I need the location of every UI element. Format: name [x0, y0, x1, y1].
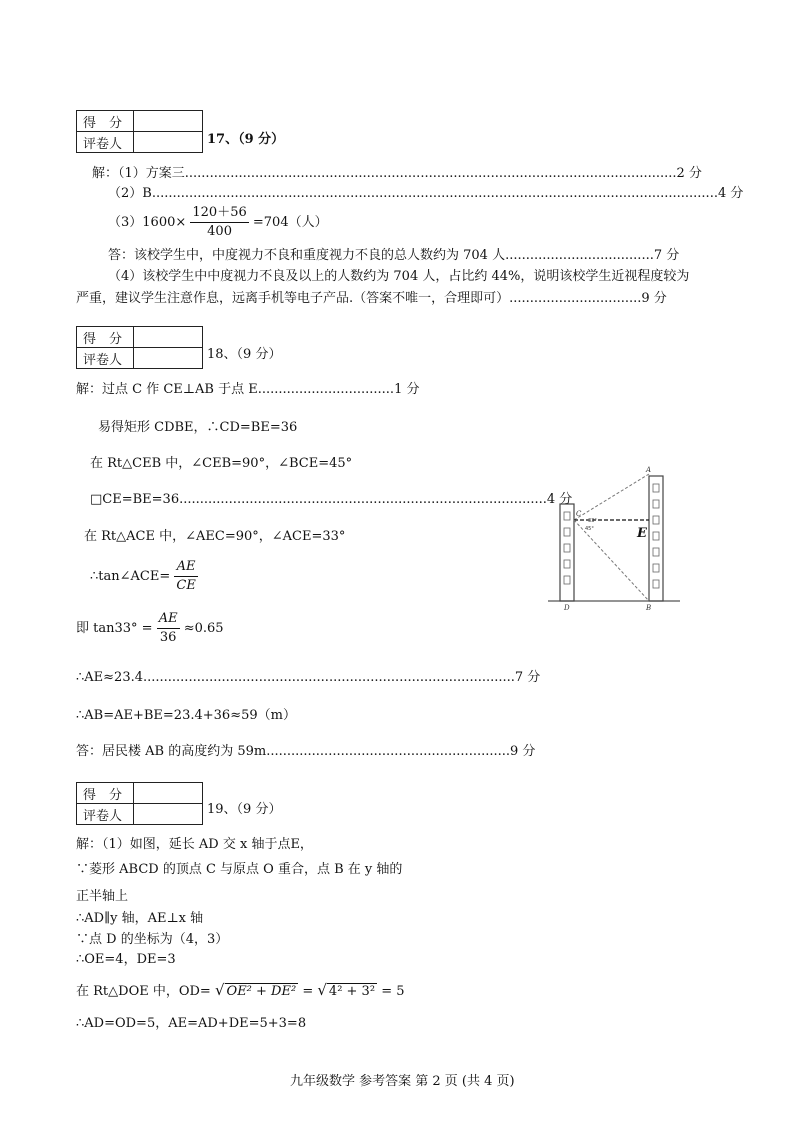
q17-calc	[108, 204, 328, 241]
q17-line-3: 答：该校学生中，中度视力不良和重度视力不良的总人数约为 704 人....................................7 分	[108, 248, 680, 263]
label-A: A	[646, 466, 652, 474]
q19-od-expr2: 4² + 3²	[328, 984, 376, 999]
q18-tan33-line	[76, 610, 224, 647]
q18-tan33-denominator: 36	[159, 630, 177, 645]
q19-score-table	[76, 782, 203, 825]
grader-cell	[134, 348, 203, 369]
q18-line-1: 解：过点 C 作 CE⊥AB 于点 E.................................1 分	[76, 382, 420, 397]
q19-line-1: 解：（1）如图，延长 AD 交 x 轴于点E，	[76, 837, 313, 852]
q19-line-5: ∵点 D 的坐标为（4，3）	[76, 932, 229, 947]
q18-line-3: 在 Rt△CEB 中，∠CEB=90°，∠BCE=45°	[90, 456, 353, 471]
q18-tan-fraction	[174, 558, 197, 595]
score-label: 得 分	[77, 783, 134, 804]
label-D: D	[564, 604, 570, 612]
page-footer: 九年级数学 参考答案 第 2 页 (共 4 页)	[290, 1074, 515, 1089]
label-angle-45: 45°	[585, 526, 594, 532]
building-figure	[542, 466, 682, 614]
q18-tan33-numerator: AE	[157, 610, 180, 629]
q17-score-table	[76, 110, 203, 153]
q19-heading: 19、（9 分）	[207, 802, 282, 817]
left-building	[560, 504, 574, 601]
grader-label: 评卷人	[77, 132, 134, 153]
grader-cell	[134, 132, 203, 153]
q17-line-5: 严重，建议学生注意作息，远离手机等电子产品.（答案不唯一，合理即可）................................9 分	[76, 291, 667, 306]
q18-line-4: □CE=BE=36.........................................................................................4 分	[90, 492, 573, 507]
q18-line-5: 在 Rt△ACE 中，∠AEC=90°，∠ACE=33°	[84, 529, 346, 544]
q18-tan33-prefix: 即 tan33° =	[76, 621, 153, 636]
q18-tan-line	[90, 558, 198, 595]
line-CA	[574, 474, 649, 520]
q18-score-table	[76, 326, 203, 369]
q18-line-2: 易得矩形 CDBE，∴CD=BE=36	[98, 420, 298, 435]
q17-calc-suffix: =704（人）	[252, 215, 328, 230]
q19-line-2: ∵菱形 ABCD 的顶点 C 与原点 O 重合，点 B 在 y 轴的	[76, 862, 403, 877]
right-building-windows	[653, 484, 659, 588]
q17-heading: 17、（9 分）	[207, 132, 285, 147]
right-building	[649, 476, 663, 601]
q17-calc-numerator: 120＋56	[190, 204, 248, 223]
label-E: E	[637, 526, 647, 541]
q19-od-line: 在 Rt△DOE 中，OD= √ OE² + DE² = √ 4² + 3² = 5	[76, 981, 405, 999]
left-building-windows	[564, 512, 570, 584]
q19-od-prefix: 在 Rt△DOE 中，OD=	[76, 984, 211, 999]
label-angle-33: 33°	[588, 518, 597, 524]
grader-cell	[134, 804, 203, 825]
q19-line-6: ∴OE=4，DE=3	[76, 952, 176, 967]
score-cell	[134, 111, 203, 132]
score-cell	[134, 783, 203, 804]
grader-label: 评卷人	[77, 348, 134, 369]
q18-tan33-suffix: ≈0.65	[183, 621, 224, 636]
q18-line-6: ∴AE≈23.4..........................................................................................7 分	[76, 670, 541, 685]
q18-line-8: 答：居民楼 AB 的高度约为 59m...........................................................9 分	[76, 744, 536, 759]
q17-calc-denominator: 400	[207, 224, 232, 239]
label-C: C	[576, 510, 582, 518]
q19-line-3: 正半轴上	[76, 889, 129, 904]
q18-tan33-fraction	[157, 610, 180, 647]
q17-line-1: 解：（1）方案三.......................................................................................................................2 分	[92, 166, 702, 181]
q19-od-eq: =	[302, 984, 314, 999]
label-B: B	[646, 604, 652, 612]
q18-heading: 18、（9 分）	[207, 347, 282, 362]
q17-line-4: （4）该校学生中中度视力不良及以上的人数约为 704 人，占比约 44%，说明该校学生近视程度较为	[108, 269, 690, 284]
score-label: 得 分	[77, 327, 134, 348]
q19-line-4: ∴AD∥y 轴，AE⊥x 轴	[76, 911, 204, 926]
q17-calc-fraction	[190, 204, 248, 241]
q18-tan-prefix: ∴tan∠ACE=	[90, 569, 171, 584]
q19-line-7: ∴AD=OD=5，AE=AD+DE=5+3=8	[76, 1016, 307, 1031]
q18-tan-numerator: AE	[174, 558, 197, 577]
grader-label: 评卷人	[77, 804, 134, 825]
q19-od-expr1: OE² + DE²	[226, 984, 297, 999]
score-label: 得 分	[77, 111, 134, 132]
score-cell	[134, 327, 203, 348]
q17-calc-prefix: （3）1600×	[108, 215, 187, 230]
q18-line-7: ∴AB=AE+BE=23.4+36≈59（m）	[76, 708, 296, 723]
q18-tan-denominator: CE	[176, 578, 196, 593]
q19-od-result: = 5	[381, 984, 405, 999]
q17-line-2: （2）B.........................................................................................................................................4 分	[108, 186, 744, 201]
